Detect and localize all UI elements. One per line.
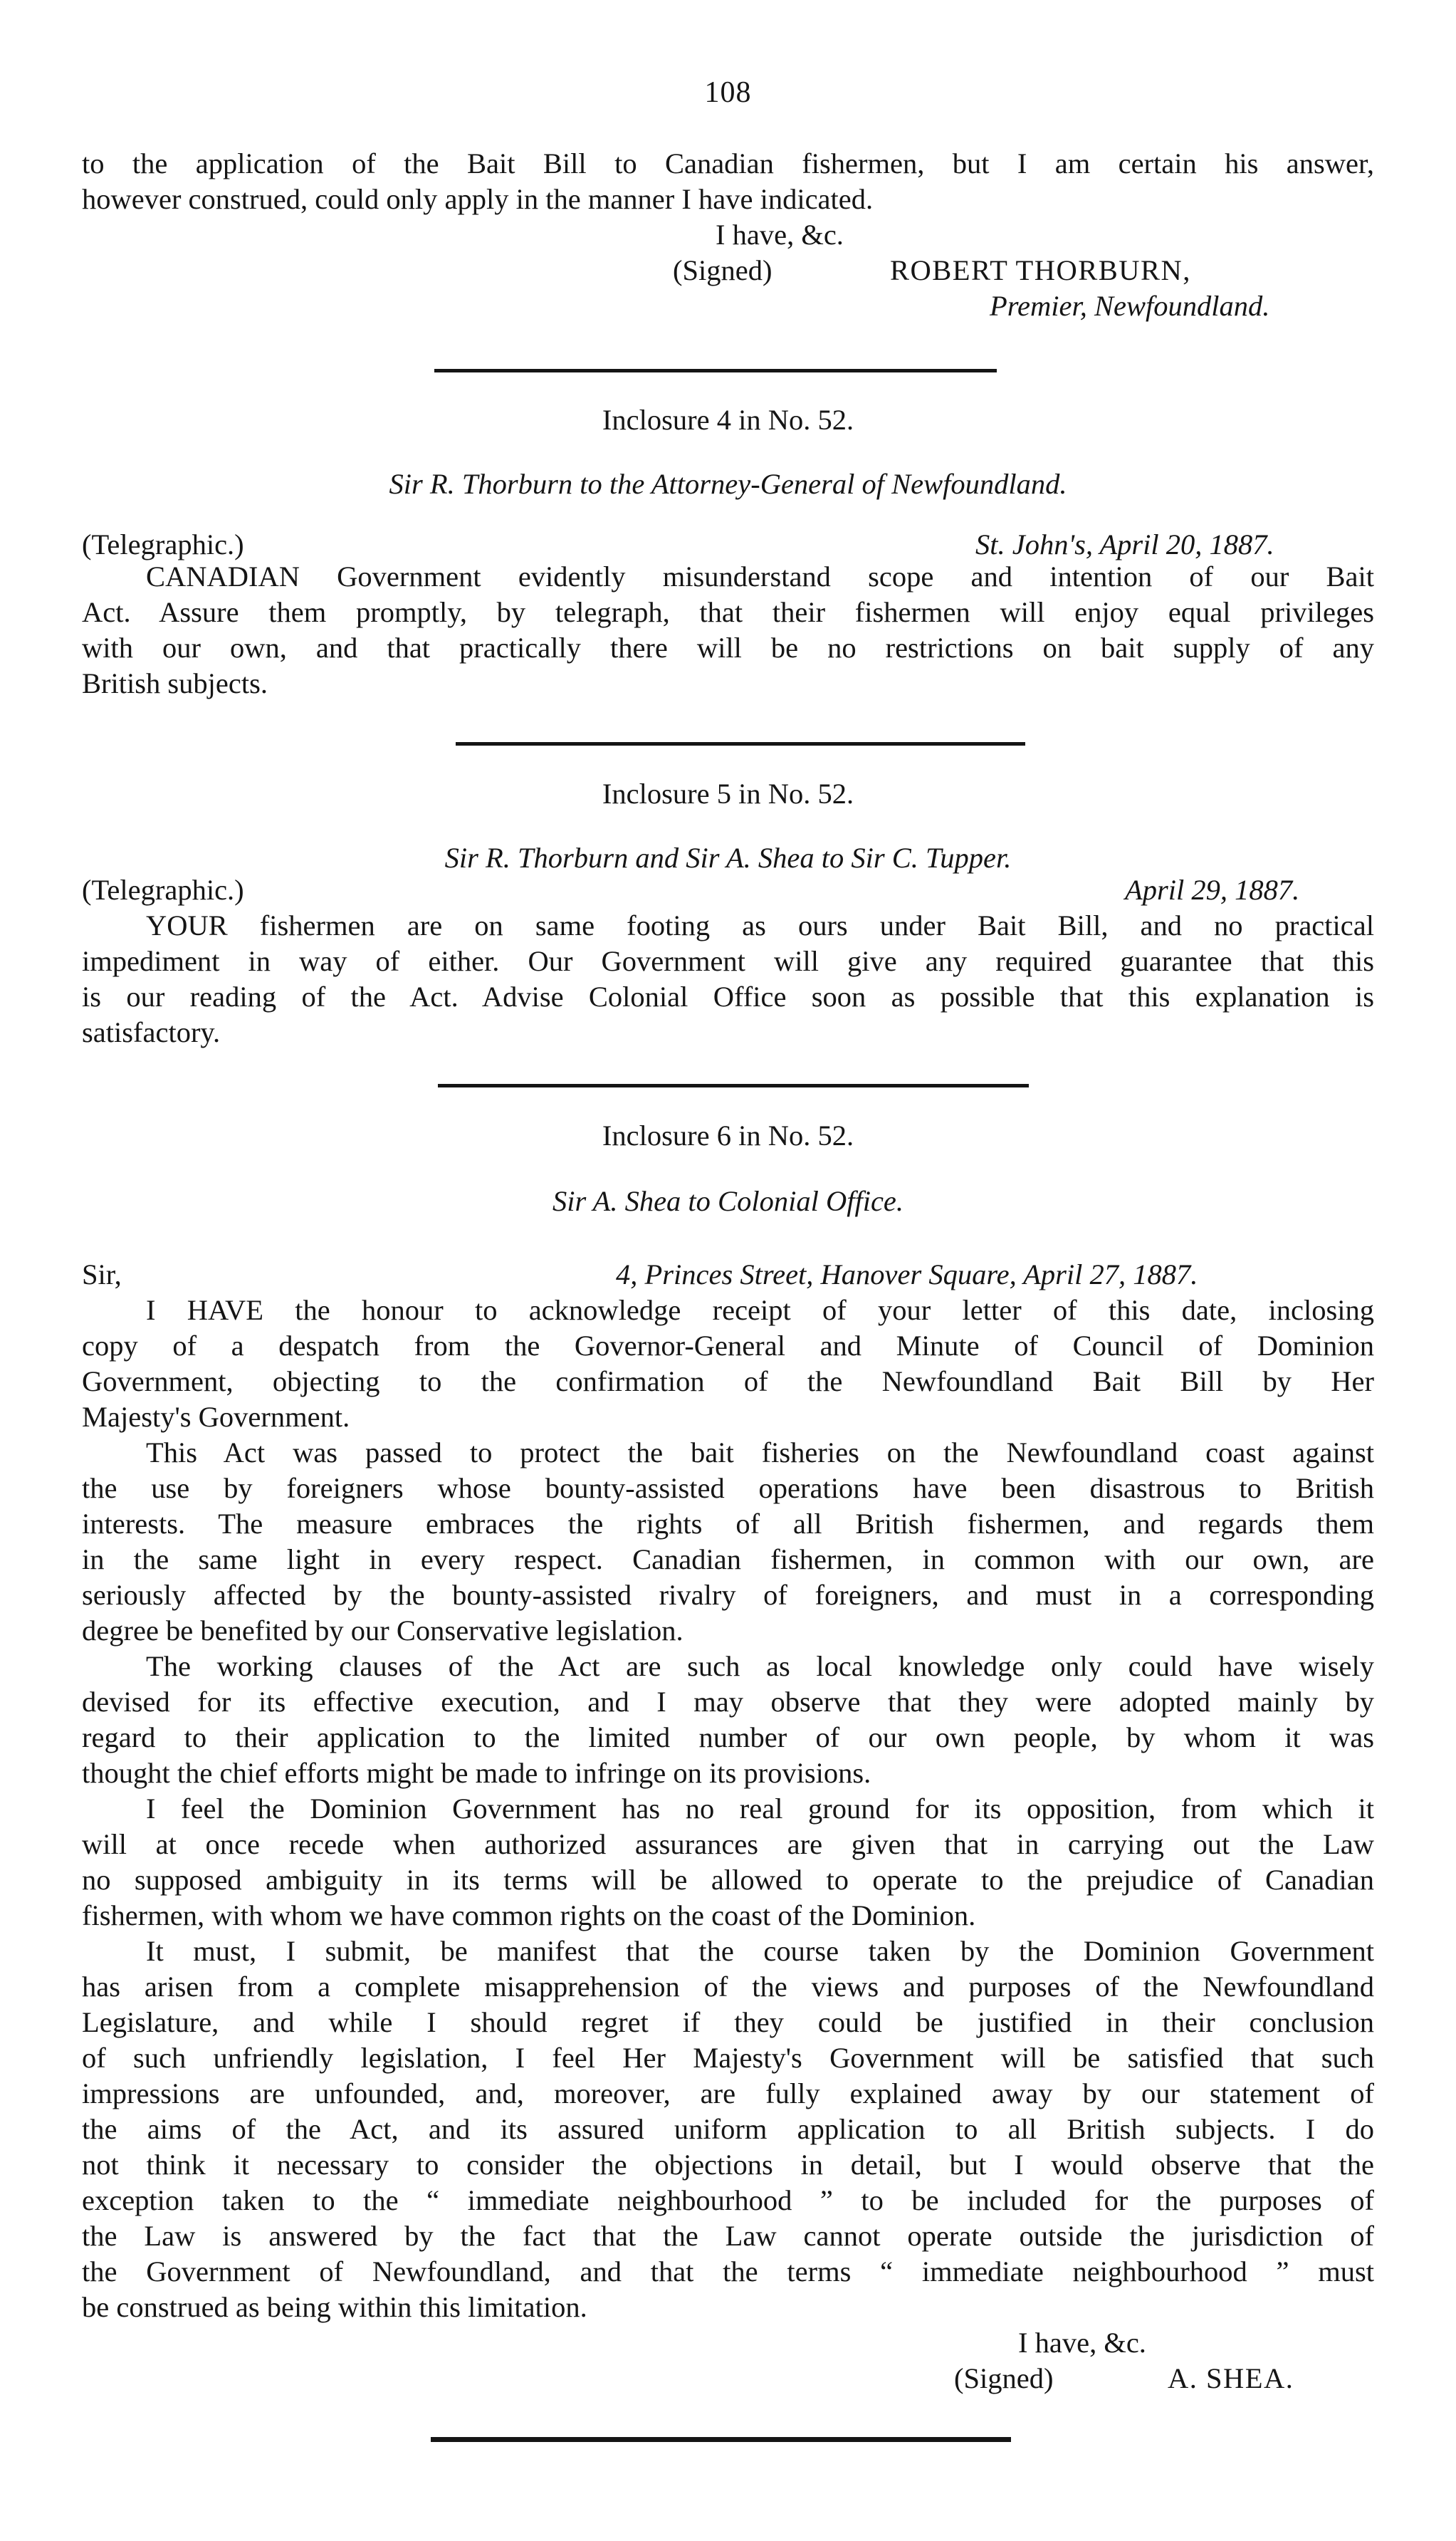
text-line: is our reading of the Act. Advise Colonial Office soon as possible that this explanation is [82,981,1374,1013]
text-line: exception taken to the “ immediate neighbourhood ” to be included for the purposes of [82,2184,1374,2216]
telegraphic-note: (Telegraphic.) [82,528,244,560]
telegraphic-note: (Telegraphic.) [82,874,244,906]
text-line: the aims of the Act, and its assured uniform application to all British subjects. I do [82,2113,1374,2145]
text-line: YOUR fishermen are on same footing as ours under Bait Bill, and no practical [146,909,1374,941]
letter-body [82,1293,1374,2325]
text-line: has arisen from a complete misapprehension of the views and purposes of the Newfoundland [82,1971,1374,2003]
inclosure-5-subheading: Sir R. Thorburn and Sir A. Shea to Sir C. Tupper. [444,842,1012,874]
date: April 29, 1887. [1125,874,1300,906]
text-line: of such unfriendly legislation, I feel Her Majesty's Government will be satisfied that such [82,2042,1374,2074]
text-line: be construed as being within this limitation. [82,2291,587,2323]
inclosure-4-body [82,559,1374,701]
text-line: devised for its effective execution, and I may observe that they were adopted mainly by [82,1686,1374,1718]
inclosure-5-body [82,908,1374,1050]
text-line: This Act was passed to protect the bait fisheries on the Newfoundland coast against [146,1436,1374,1468]
text-line: impressions are unfounded, and, moreover, are fully explained away by our statement of [82,2077,1374,2109]
text-line: no supposed ambiguity in its terms will be allowed to operate to the prejudice of Canadian [82,1864,1374,1896]
text-line: It must, I submit, be manifest that the course taken by the Dominion Government [146,1935,1374,1967]
inclosure-4-subheading: Sir R. Thorburn to the Attorney-General of Newfoundland. [389,468,1067,500]
text-line: CANADIAN Government evidently misunderstand scope and intention of our Bait [146,560,1374,593]
text-line: satisfactory. [82,1016,221,1048]
text-line: to the application of the Bait Bill to Canadian fishermen, but I am certain his answer, [82,147,1374,179]
salutation: Sir, [82,1258,122,1290]
text-line: the Law is answered by the fact that the Law cannot operate outside the jurisdiction of [82,2220,1374,2252]
inclosure-6-heading: Inclosure 6 in No. 52. [602,1120,854,1152]
text-line: copy of a despatch from the Governor-General and Minute of Council of Dominion [82,1330,1374,1362]
section-divider [438,1084,1029,1087]
text-line: Government, objecting to the confirmation of the Newfoundland Bait Bill by Her [82,1365,1374,1397]
signed-label: (Signed) [954,2362,1054,2394]
text-line: the use by foreigners whose bounty-assisted operations have been disastrous to British [82,1472,1374,1504]
closing-line: I have, &c. [716,219,844,251]
section-divider [456,742,1025,746]
inclosure-6-subheading: Sir A. Shea to Colonial Office. [552,1185,904,1217]
section-divider [434,369,997,372]
text-line: thought the chief efforts might be made to infringe on its provisions. [82,1757,871,1789]
text-line: fishermen, with whom we have common rights on the coast of the Dominion. [82,1899,976,1931]
text-line: I HAVE the honour to acknowledge receipt of your letter of this date, inclosing [146,1294,1374,1326]
text-line: Act. Assure them promptly, by telegraph, that their fishermen will enjoy equal privileges [82,596,1374,628]
text-line: regard to their application to the limited number of our own people, by whom it was [82,1721,1374,1753]
text-line: Legislature, and while I should regret if they could be justified in their conclusion [82,2006,1374,2038]
continuation-paragraph [82,146,1374,217]
signer-name: A. SHEA. [1168,2362,1294,2394]
end-divider [431,2437,1011,2442]
inclosure-4-heading: Inclosure 4 in No. 52. [602,404,854,436]
text-line: will at once recede when authorized assurances are given that in carrying out the Law [82,1828,1374,1860]
signed-label: (Signed) [673,254,772,286]
inclosure-5-heading: Inclosure 5 in No. 52. [602,778,854,810]
text-line: not think it necessary to consider the objections in detail, but I would observe that the [82,2149,1374,2181]
page-number: 108 [704,76,752,109]
text-line: with our own, and that practically there will be no restrictions on bait supply of any [82,632,1374,664]
closing-line: I have, &c. [1018,2327,1146,2359]
text-line: impediment in way of either. Our Government will give any required guarantee that this [82,945,1374,977]
text-line: degree be benefited by our Conservative legislation. [82,1614,684,1647]
letter-address: 4, Princes Street, Hanover Square, April 27, 1887. [616,1258,1198,1290]
text-line: in the same light in every respect. Canadian fishermen, in common with our own, are [82,1543,1374,1575]
place-date: St. John's, April 20, 1887. [975,528,1274,560]
text-line: Majesty's Government. [82,1401,350,1433]
signer-title: Premier, Newfoundland. [990,290,1270,322]
signer-name: ROBERT THORBURN, [890,254,1191,286]
text-line: The working clauses of the Act are such as local knowledge only could have wisely [146,1650,1374,1682]
text-line: British subjects. [82,667,268,699]
text-line: however construed, could only apply in the manner I have indicated. [82,183,874,215]
text-line: the Government of Newfoundland, and that the terms “ immediate neighbourhood ” must [82,2255,1374,2287]
text-line: I feel the Dominion Government has no real ground for its opposition, from which it [146,1793,1374,1825]
text-line: seriously affected by the bounty-assisted rivalry of foreigners, and must in a corresponding [82,1579,1374,1611]
text-line: interests. The measure embraces the rights of all British fishermen, and regards them [82,1508,1374,1540]
